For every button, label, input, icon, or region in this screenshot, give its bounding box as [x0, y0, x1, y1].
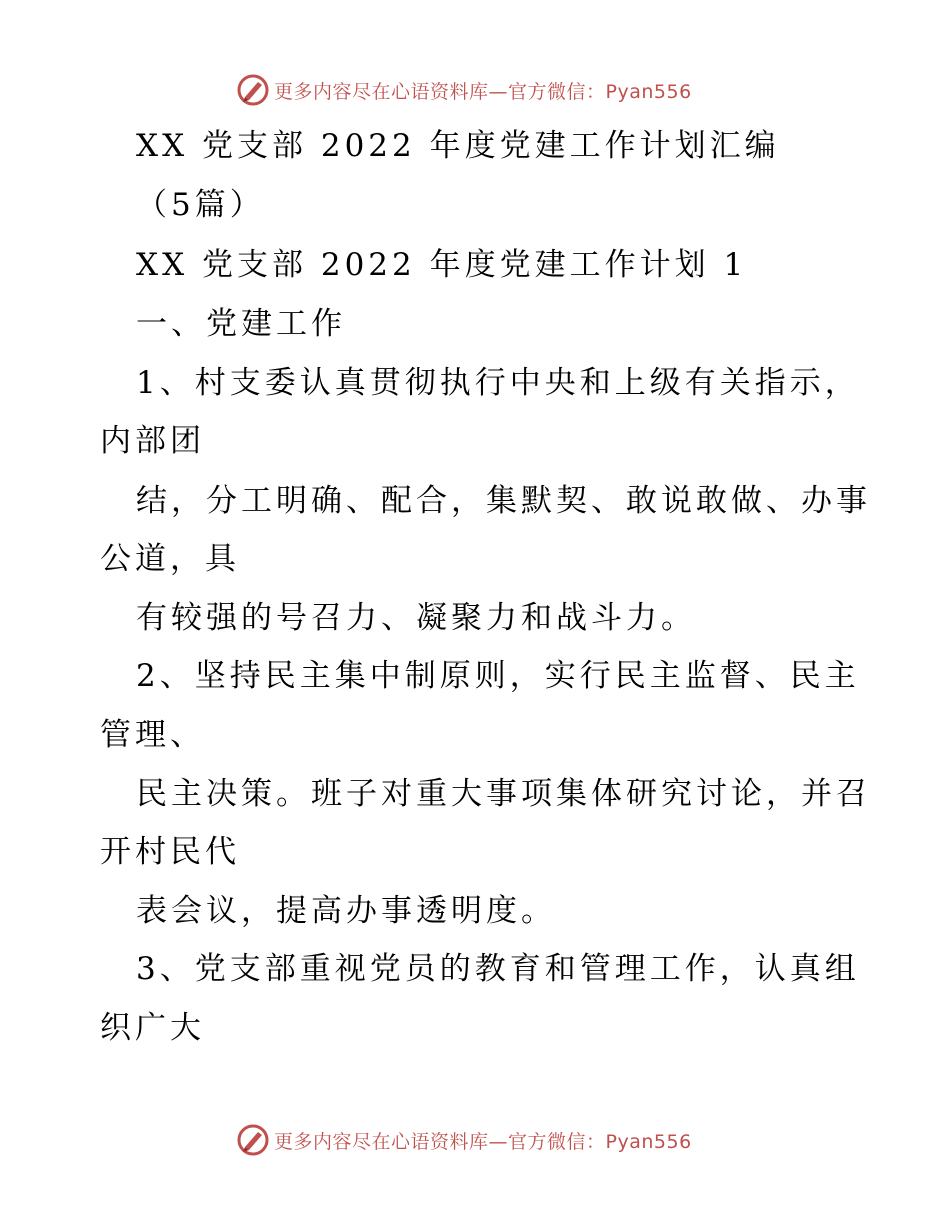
document-title-sub: （5篇） — [136, 187, 265, 223]
paragraph-line: 结，分工明确、配合，集默契、敢说敢做、办事 — [136, 483, 871, 519]
footer-watermark — [236, 1122, 692, 1158]
paragraph-line: 内部团 — [100, 423, 205, 459]
paragraph-line: 开村民代 — [100, 834, 240, 870]
document-title: XX 党支部 2022 年度党建工作计划汇编 — [136, 128, 780, 164]
paragraph-line: 3、党支部重视党员的教育和管理工作，认真组 — [136, 951, 860, 987]
header-watermark — [236, 72, 692, 108]
paragraph-line: 民主决策。班子对重大事项集体研究讨论，并召 — [136, 776, 871, 812]
paragraph-line: 表会议，提高办事透明度。 — [136, 893, 556, 929]
paragraph-line: 管理、 — [100, 717, 205, 753]
pen-logo-icon — [236, 73, 270, 107]
paragraph-line: 公道，具 — [100, 541, 240, 577]
section-heading: 一、党建工作 — [136, 306, 346, 342]
paragraph-line: 有较强的号召力、凝聚力和战斗力。 — [136, 600, 696, 636]
paragraph-line: 1、村支委认真贯彻执行中央和上级有关指示， — [136, 365, 860, 401]
paragraph-line: 2、坚持民主集中制原则，实行民主监督、民主 — [136, 658, 860, 694]
paragraph-line: 织广大 — [100, 1010, 205, 1046]
plan-heading: XX 党支部 2022 年度党建工作计划 1 — [136, 247, 748, 283]
watermark-text: 更多内容尽在心语资料库—官方微信：Pyan556 — [274, 1130, 692, 1153]
watermark-text: 更多内容尽在心语资料库—官方微信：Pyan556 — [274, 80, 692, 103]
pen-logo-icon — [236, 1123, 270, 1157]
